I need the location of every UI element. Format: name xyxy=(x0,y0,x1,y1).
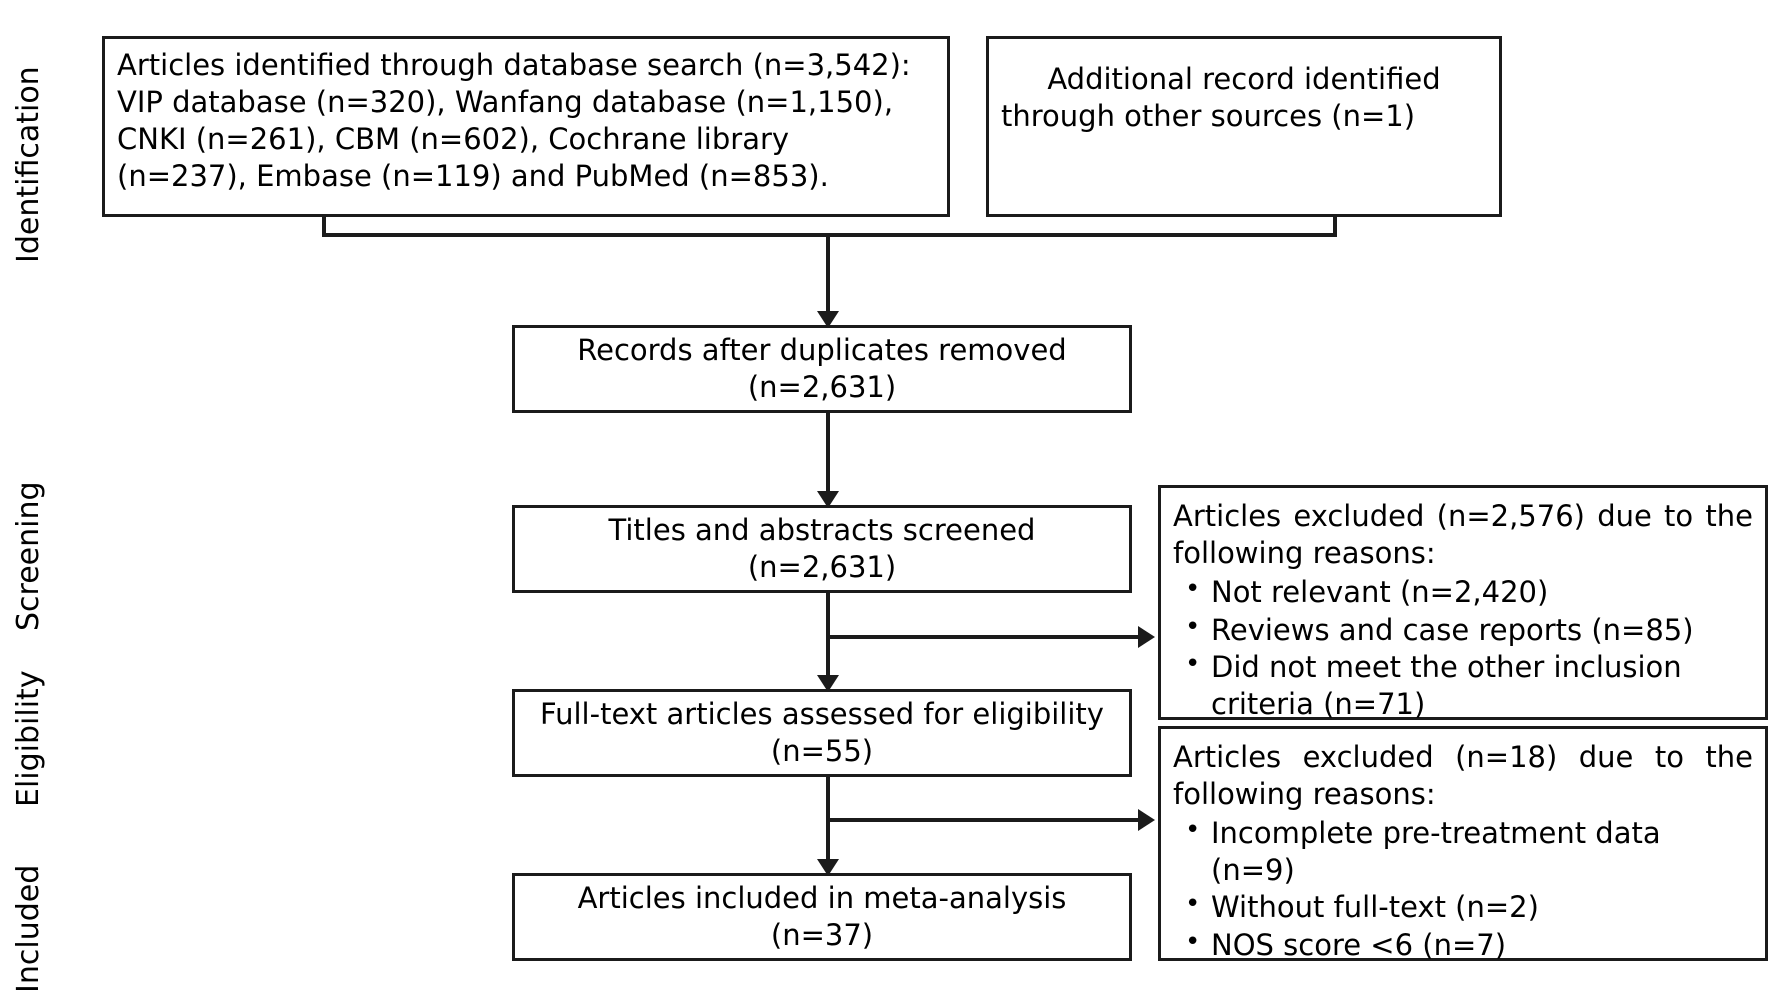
box-line: (n=237), Embase (n=119) and PubMed (n=853). xyxy=(117,159,829,194)
box-line: Records after duplicates removed xyxy=(577,332,1067,367)
box-line: Articles identified through database search (n=3,542): xyxy=(117,48,911,82)
list-item: • Reviews and case reports (n=85) xyxy=(1173,612,1753,649)
stage-label-screening: Screening xyxy=(11,481,46,631)
connector-line xyxy=(826,413,830,497)
list-item: • Without full-text (n=2) xyxy=(1173,889,1753,926)
list-item: • Incomplete pre-treatment data (n=9) xyxy=(1173,815,1753,888)
box-records-identified-other-sources xyxy=(986,36,1502,217)
connector-line xyxy=(826,635,1141,639)
box-line: CNKI (n=261), CBM (n=602), Cochrane library xyxy=(117,122,790,157)
box-line: (n=2,631) xyxy=(747,550,897,584)
box-line: (n=37) xyxy=(770,918,874,952)
box-line: Titles and abstracts screened xyxy=(608,512,1036,547)
box-line: VIP database (n=320), Wanfang database (n=1,150), xyxy=(117,85,894,120)
box-line: Additional record identified xyxy=(1047,62,1441,96)
box-line: Full-text articles assessed for eligibility xyxy=(540,696,1104,731)
box-line: (n=2,631) xyxy=(747,370,897,404)
box-articles-excluded-eligibility xyxy=(1158,726,1768,961)
list-item: • NOS score <6 (n=7) xyxy=(1173,927,1753,964)
arrow-right-icon xyxy=(1138,626,1155,648)
connector-line xyxy=(826,818,1141,822)
box-line: Articles included in meta-analysis xyxy=(577,880,1067,915)
stage-label-included: Included xyxy=(11,864,46,993)
excluded-heading: Articles excluded (n=18) due to the following reasons: xyxy=(1173,740,1753,812)
excluded-heading: Articles excluded (n=2,576) due to the following reasons: xyxy=(1173,499,1753,571)
box-full-text-assessed xyxy=(512,689,1132,777)
box-records-after-duplicates xyxy=(512,325,1132,413)
box-line: through other sources (n=1) xyxy=(1001,99,1416,134)
box-titles-abstracts-screened xyxy=(512,505,1132,593)
stage-label-identification: Identification xyxy=(11,66,46,263)
box-articles-excluded-screening xyxy=(1158,485,1768,720)
stage-label-eligibility: Eligibility xyxy=(11,670,46,807)
excluded-reason-list xyxy=(1173,574,1753,722)
arrow-right-icon xyxy=(1138,809,1155,831)
excluded-reason-list xyxy=(1173,815,1753,963)
list-item: • Did not meet the other inclusion criteria (n=71) xyxy=(1173,649,1753,722)
box-articles-included xyxy=(512,873,1132,961)
connector-line xyxy=(826,233,830,318)
box-line: (n=55) xyxy=(770,734,874,768)
box-records-identified-database xyxy=(102,36,950,217)
list-item: • Not relevant (n=2,420) xyxy=(1173,574,1753,611)
